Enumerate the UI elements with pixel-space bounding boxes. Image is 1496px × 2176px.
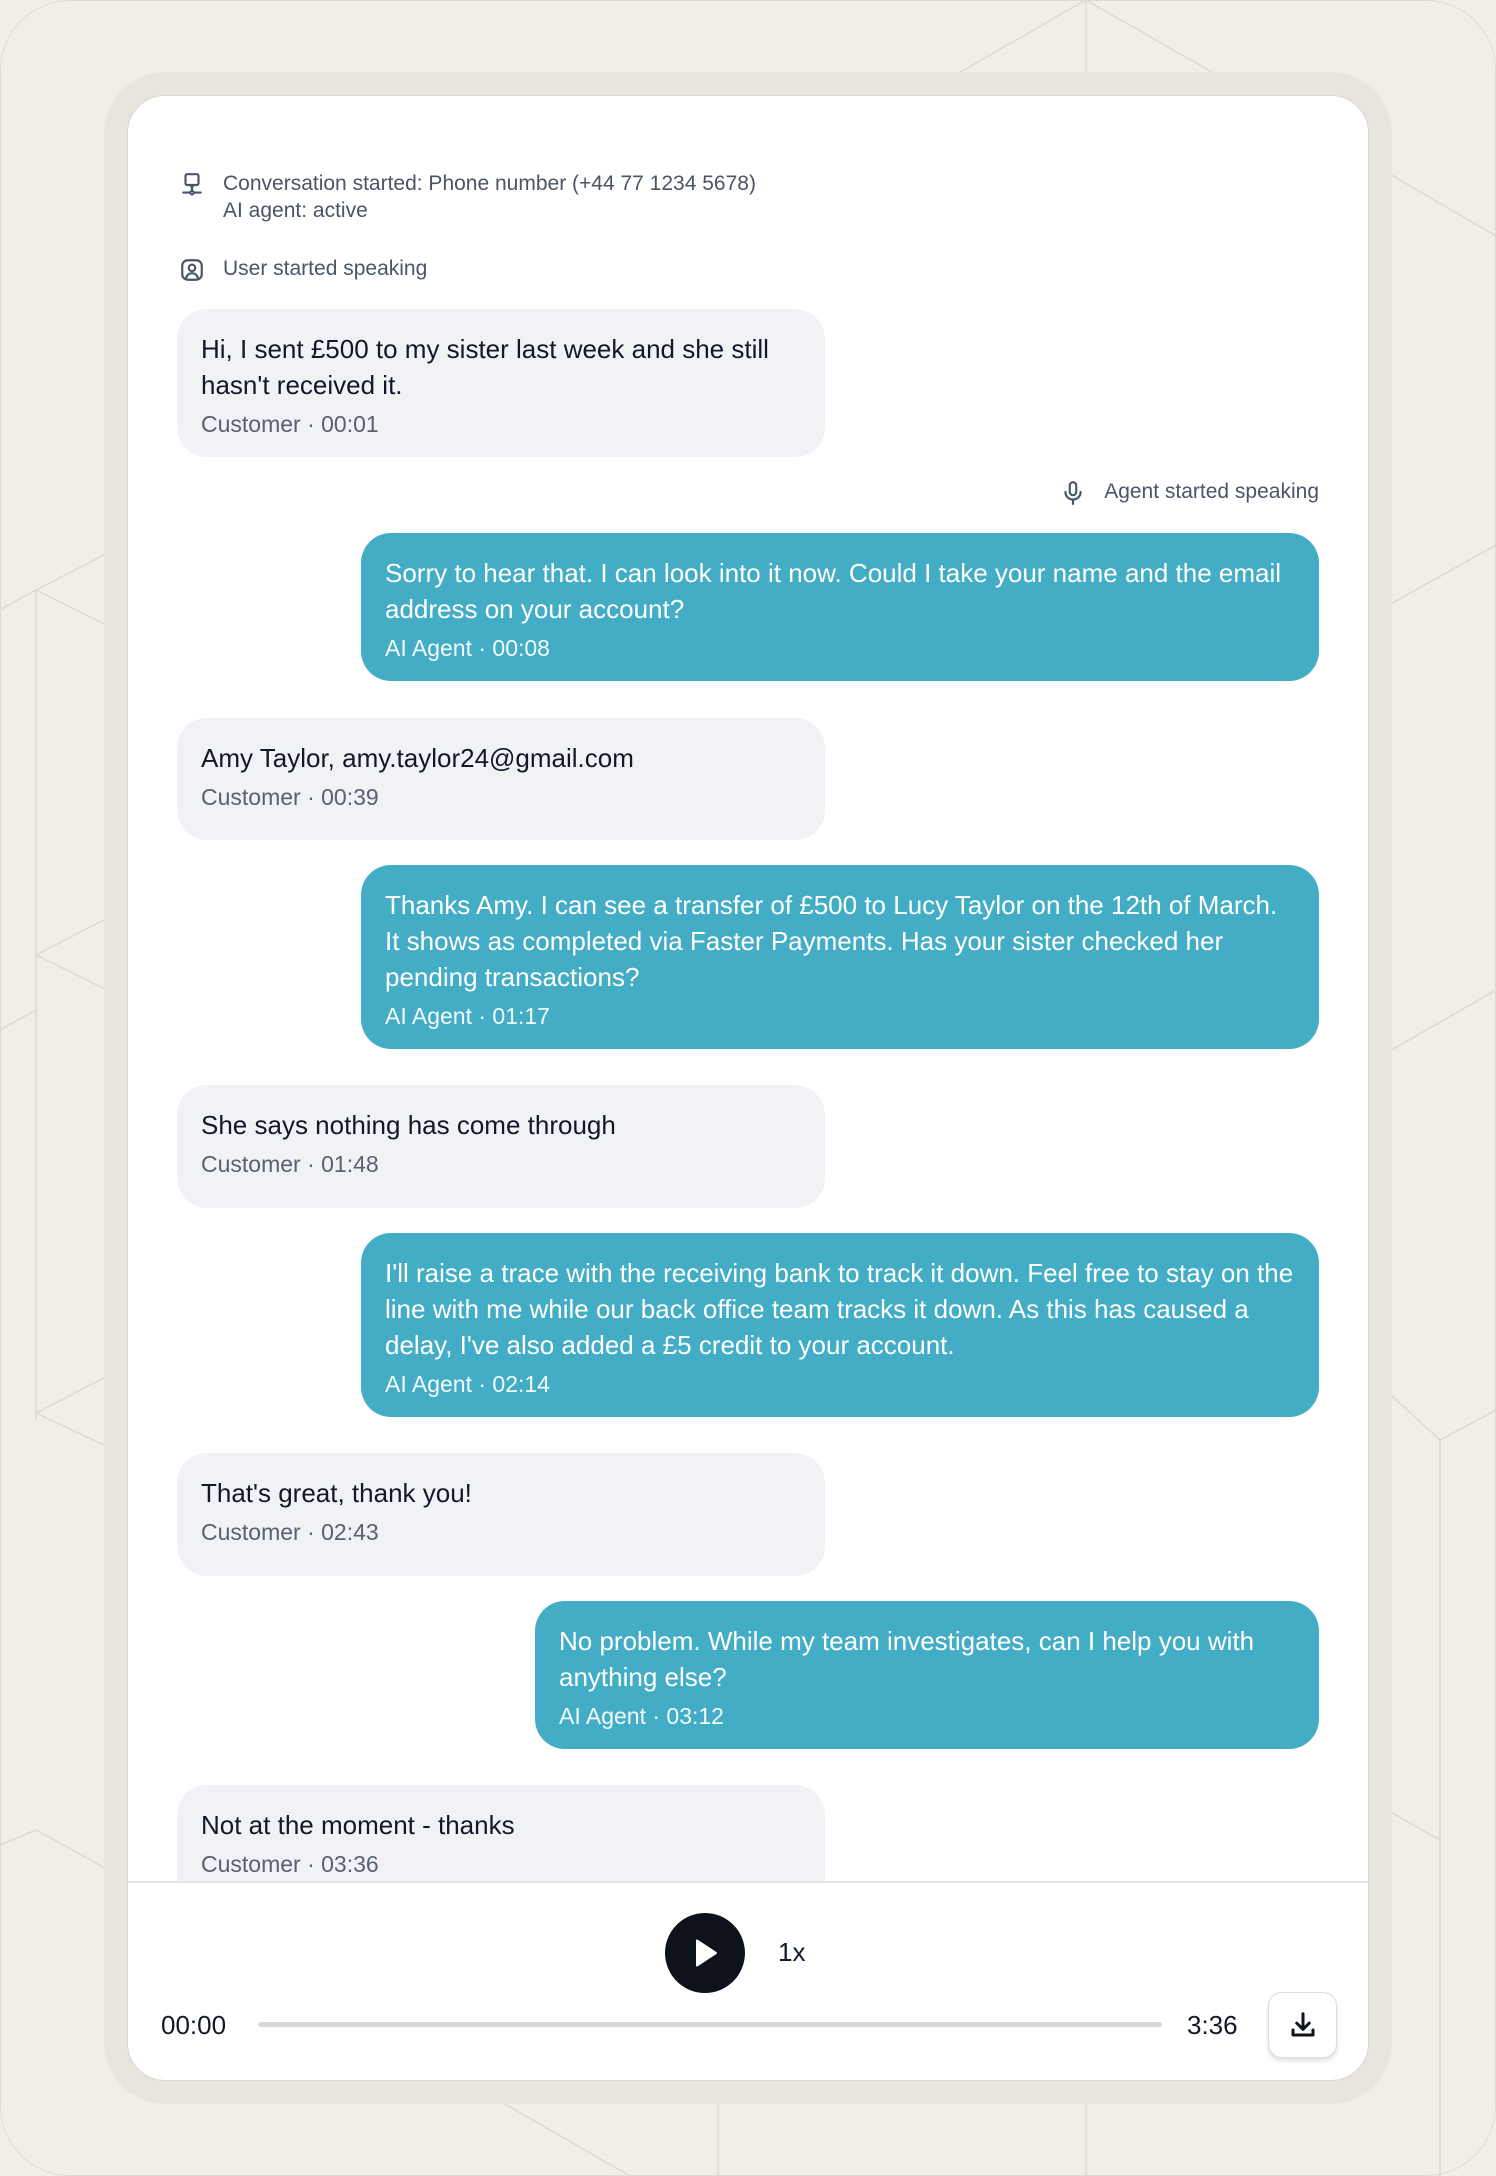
message-text: Thanks Amy. I can see a transfer of £500 to Lucy Taylor on the 12th of March. It shows as completed via Faster Payments. Has your sister checked her pending transactions?	[385, 890, 1278, 992]
user-started-speaking-text: User started speaking	[223, 257, 428, 280]
message-meta: Customer · 02:43	[201, 1519, 379, 1545]
message-meta: AI Agent · 03:12	[559, 1703, 724, 1729]
event-user-started-speaking	[177, 255, 427, 285]
message-agent	[361, 865, 1319, 1049]
microphone-icon	[1058, 478, 1088, 508]
message-agent	[361, 1233, 1319, 1417]
message-meta: Customer · 01:48	[201, 1151, 379, 1177]
playback-speed-button[interactable]: 1x	[778, 1937, 806, 1967]
message-customer	[177, 718, 825, 840]
user-icon	[177, 255, 207, 285]
message-text: She says nothing has come through	[201, 1110, 616, 1140]
call-start-icon	[177, 170, 207, 200]
current-time: 00:00	[161, 2010, 227, 2040]
transcript-panel[interactable]	[128, 96, 1368, 1881]
conversation-card	[127, 95, 1369, 2081]
message-text: That's great, thank you!	[201, 1478, 472, 1508]
download-button[interactable]	[1268, 1992, 1337, 2058]
event-conversation-started	[177, 170, 756, 224]
message-text: Not at the moment - thanks	[201, 1810, 515, 1840]
message-meta: Customer · 00:01	[201, 411, 379, 437]
message-text: Hi, I sent £500 to my sister last week and she still hasn't received it.	[201, 334, 769, 400]
audio-player	[128, 1883, 1368, 2081]
progress-slider[interactable]	[258, 2022, 1162, 2027]
download-icon	[1288, 2010, 1318, 2040]
message-text: I'll raise a trace with the receiving bank to track it down. Feel free to stay on the line with me while our back office team tracks it down. As this has caused a delay, I've also added a £5 credit to your account.	[385, 1258, 1294, 1360]
ai-agent-status-text: AI agent: active	[223, 199, 368, 222]
message-customer	[177, 1453, 825, 1576]
message-customer	[177, 1785, 825, 1881]
message-meta: Customer · 03:36	[201, 1851, 379, 1877]
message-text: Amy Taylor, amy.taylor24@gmail.com	[201, 743, 634, 773]
play-icon	[690, 1937, 720, 1969]
message-text: Sorry to hear that. I can look into it now. Could I take your name and the email address on your account?	[385, 558, 1282, 624]
conversation-started-text: Conversation started: Phone number (+44 77 1234 5678)	[223, 172, 756, 195]
message-meta: AI Agent · 01:17	[385, 1003, 550, 1029]
message-meta: AI Agent · 02:14	[385, 1371, 550, 1397]
message-meta: Customer · 00:39	[201, 784, 379, 810]
event-agent-started-speaking	[1058, 478, 1319, 508]
message-agent	[535, 1601, 1319, 1749]
message-meta: AI Agent · 00:08	[385, 635, 550, 661]
agent-started-speaking-text: Agent started speaking	[1104, 480, 1319, 503]
message-agent	[361, 533, 1319, 681]
message-text: No problem. While my team investigates, can I help you with anything else?	[559, 1626, 1255, 1692]
play-button[interactable]	[665, 1913, 745, 1993]
message-customer	[177, 1085, 825, 1208]
duration: 3:36	[1187, 2010, 1238, 2040]
message-customer	[177, 309, 825, 457]
